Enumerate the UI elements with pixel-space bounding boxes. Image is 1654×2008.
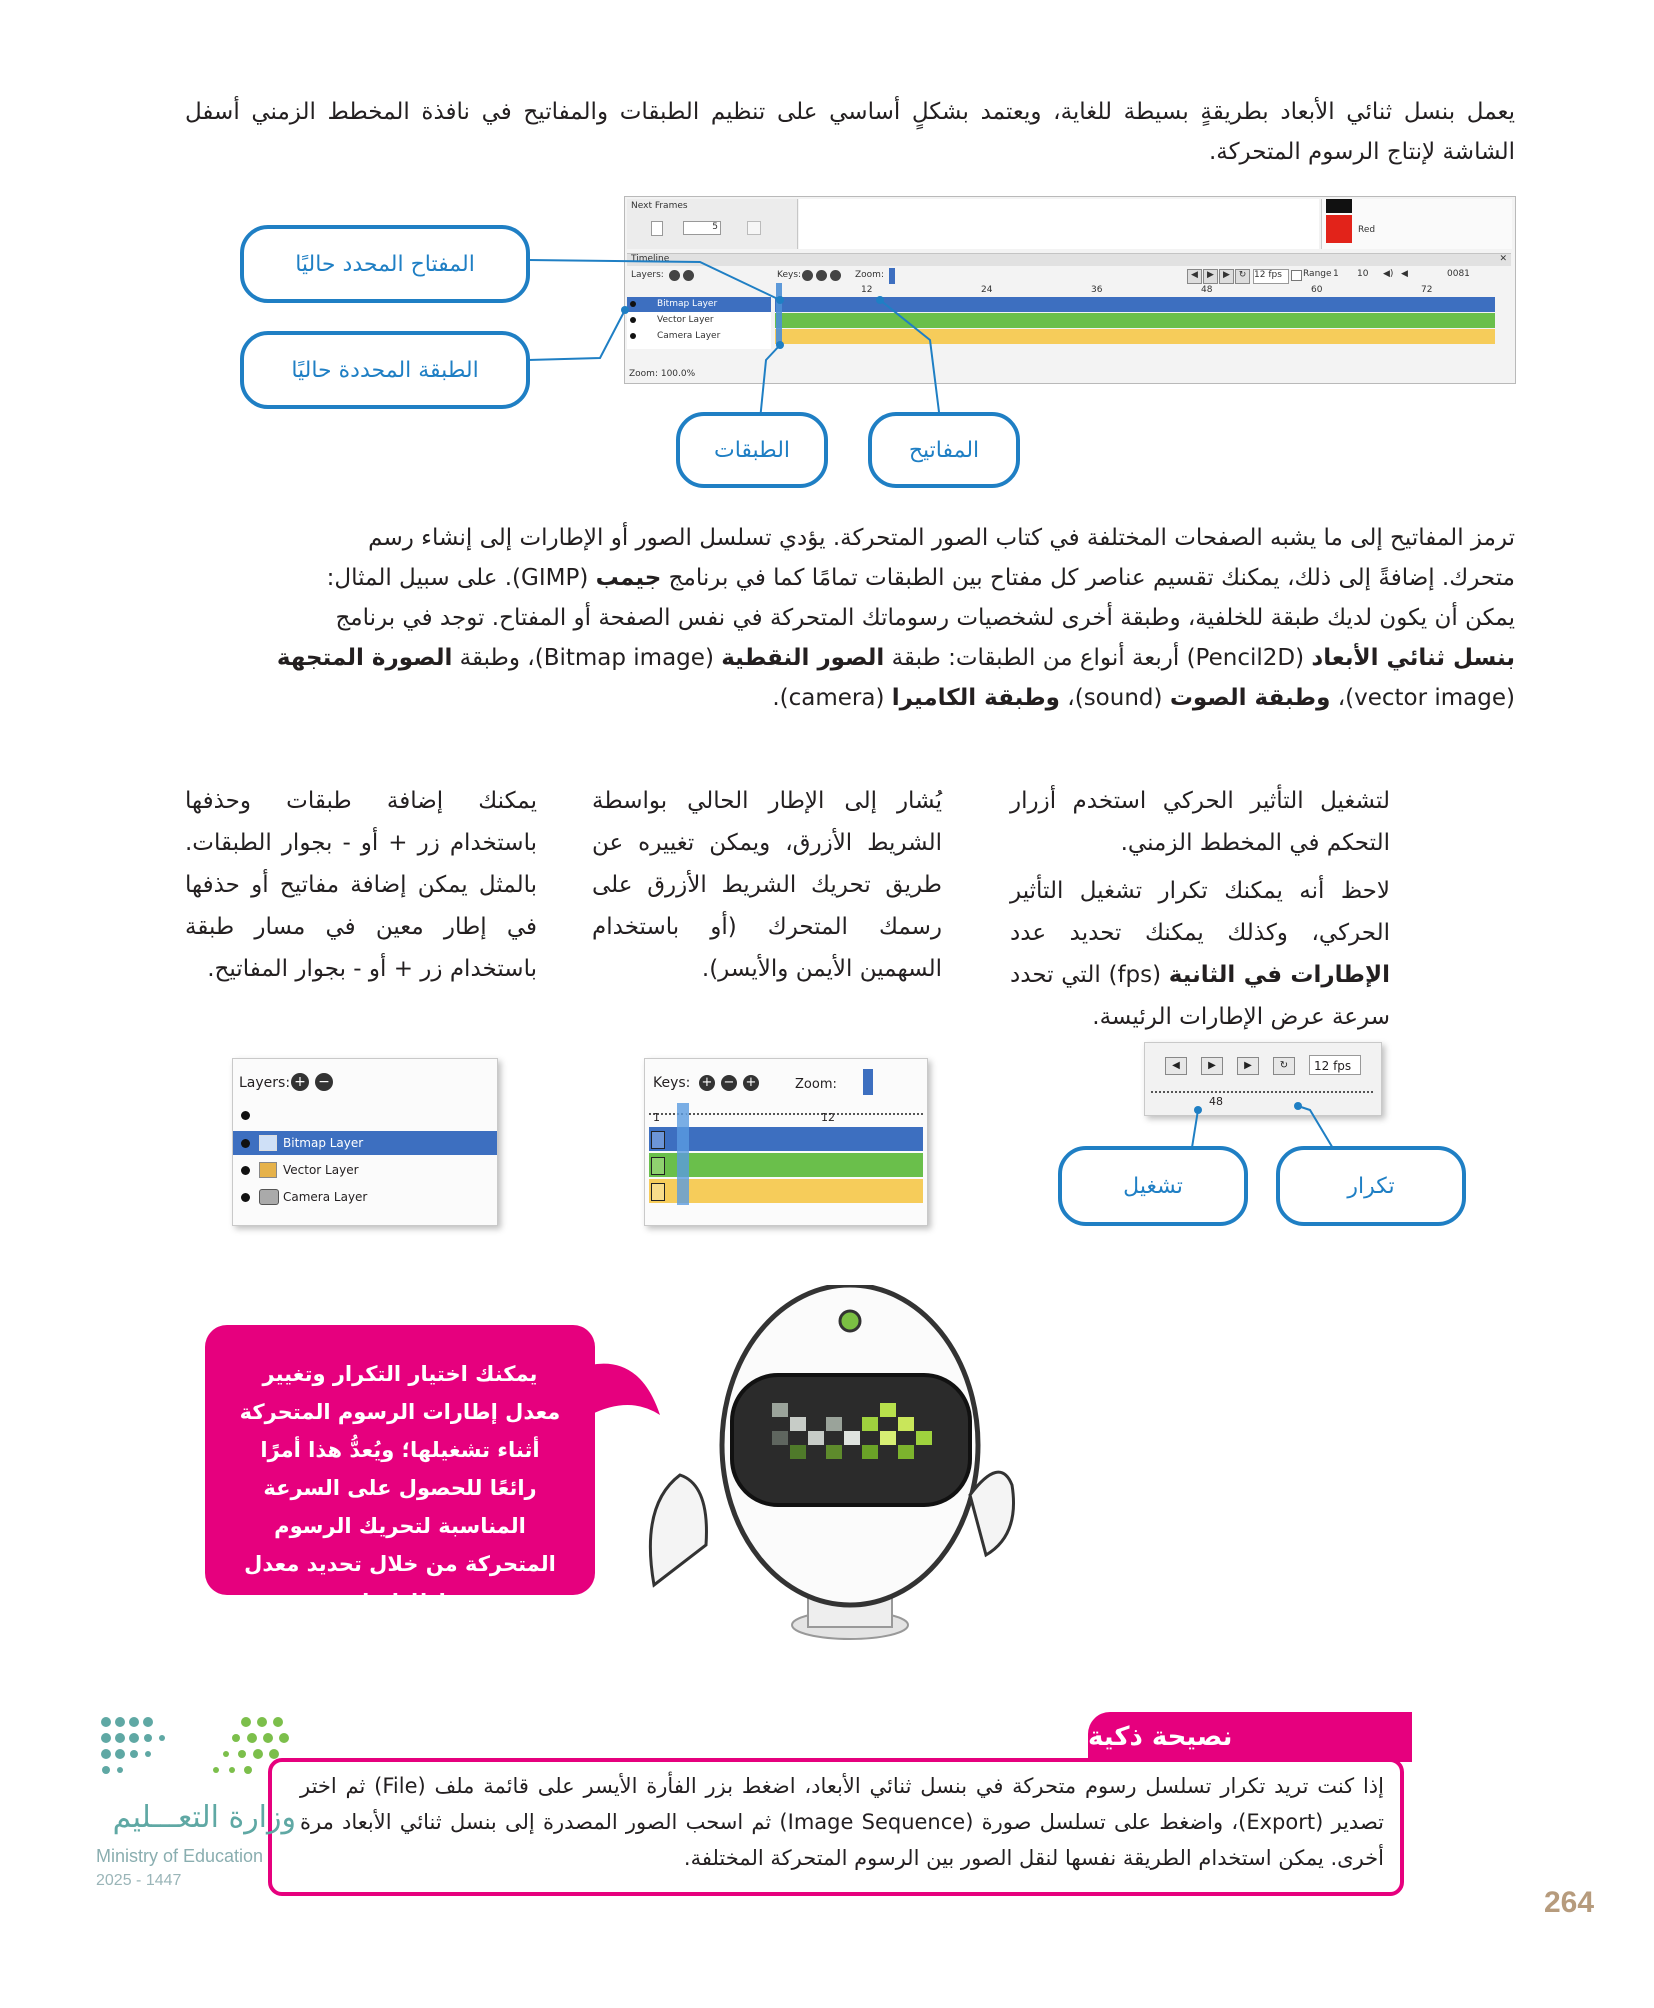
ruler-tick: 72: [1421, 285, 1433, 295]
page-number: 264: [1544, 1886, 1595, 1919]
track-vector[interactable]: [649, 1153, 923, 1177]
column-right-b: لاحظ أنه يمكنك تكرار تشغيل التأثير الحركي، وكذلك يمكنك تحديد عدد الإطارات في الثانية (fps) التي تحدد سرعة عرض الإطارات الرئيسة.: [1010, 878, 1390, 1030]
ruler-tick: 12: [861, 285, 873, 295]
play-icon[interactable]: ▶: [1201, 1057, 1223, 1075]
ministry-arabic-name: وزارة التعـــليم: [112, 1800, 296, 1835]
intro-paragraph: يعمل بنسل ثنائي الأبعاد بطريقةٍ بسيطة للغاية، ويعتمد بشكلٍ أساسي على تنظيم الطبقات والمفاتيح في نافذة المخطط الزمني أسفل الشاشة لإنتاج الرسوم المتحركة.: [185, 99, 1515, 165]
camera-layer-icon: [259, 1189, 279, 1205]
layer-name: Vector Layer: [283, 1163, 359, 1177]
layer-name: Bitmap Layer: [657, 299, 718, 309]
color-name: Red: [1358, 225, 1376, 235]
range-from[interactable]: 1: [1333, 269, 1339, 279]
remove-key-icon[interactable]: −: [721, 1075, 737, 1091]
callout-current-layer: الطبقة المحددة حاليًا: [240, 331, 530, 409]
column-left: يمكنك إضافة طبقات وحذفها باستخدام زر + أو - بجوار الطبقات. بالمثل يمكن إضافة مفاتيح أو حذفها في إطار معين في مسار طبقة باستخدام زر + أو - بجوار المفاتيح.: [185, 788, 537, 982]
visibility-dot[interactable]: [241, 1193, 250, 1202]
layer-name: Bitmap Layer: [283, 1136, 364, 1150]
zoom-status: Zoom: 100.0%: [629, 369, 696, 379]
loop-icon[interactable]: ↻: [1273, 1057, 1295, 1075]
ruler-tick: 36: [1091, 285, 1103, 295]
body-line-4: بنسل ثنائي الأبعاد (Pencil2D) أربعة أنواع من الطبقات: طبقة الصور النقطية (Bitmap image)، وطبقة الصورة المتجهة: [276, 645, 1515, 671]
vector-layer-icon: [259, 1162, 277, 1178]
keys-label: Keys:: [777, 270, 802, 280]
remove-layer-icon[interactable]: −: [315, 1073, 333, 1091]
layer-row-bitmap[interactable]: [233, 1131, 497, 1155]
sound-icon[interactable]: ◀): [1383, 269, 1394, 279]
keys-shot: [644, 1058, 928, 1226]
ruler-tick: 24: [981, 285, 993, 295]
body-line-3: يمكن أن يكون لديك طبقة للخلفية، وطبقة أخرى لشخصيات رسوماتك المتحركة في نفس الصفحة أو المفتاح. توجد في برنامج: [335, 605, 1515, 631]
column-right-a: لتشغيل التأثير الحركي استخدم أزرار التحكم في المخطط الزمني.: [1010, 788, 1390, 856]
keyframe-marker[interactable]: [651, 1157, 665, 1175]
robot-illustration: [640, 1285, 1020, 1645]
bubble-tail: [590, 1355, 670, 1445]
callout-layers: الطبقات: [676, 412, 828, 488]
ruler-tick: 48: [1209, 1095, 1223, 1108]
loop-icon[interactable]: ↻: [1235, 269, 1250, 284]
tip-title: نصيحة ذكية: [1088, 1712, 1412, 1762]
callout-play: تشغيل: [1058, 1146, 1248, 1226]
zoom-label: Zoom:: [855, 270, 884, 280]
range-to[interactable]: 10: [1357, 269, 1369, 279]
callout-current-key: المفتاح المحدد حاليًا: [240, 225, 530, 303]
layers-label: Layers:: [631, 270, 664, 280]
layer-name: Camera Layer: [657, 331, 721, 341]
visibility-dot[interactable]: [241, 1111, 250, 1120]
prev-frame-icon[interactable]: ◀: [1187, 269, 1202, 284]
ruler-tick: 60: [1311, 285, 1323, 295]
range-label: Range: [1303, 269, 1332, 279]
robot-speech-bubble: يمكنك اختيار التكرار وتغيير معدل إطارات الرسوم المتحركة أثناء تشغيلها؛ ويُعدُّ هذا أمرًا رائعًا للحصول على السرعة المناسبة لتحريك الرسوم المتحركة من خلال تحديد معدل إطاراتها.: [205, 1325, 595, 1595]
add-key-icon[interactable]: +: [699, 1075, 715, 1091]
tip-text: إذا كنت تريد تكرار تسلسل رسوم متحركة في بنسل ثنائي الأبعاد، اضغط بزر الفأرة الأيسر على قائمة ملف (File) ثم اختر تصدير (Export)، واضغط على تسلسل صورة (Image Sequence) ثم اسحب الصور المصدرة إلى بنسل ثنائي الأبعاد مرة أخرى. يمكن استخدام الطريقة نفسها لنقل الصور بين الرسوم المتحركة المختلفة.: [300, 1774, 1384, 1870]
body-line-5: (vector image)، وطبقة الصوت (sound)، وطبقة الكاميرا (camera).: [772, 685, 1515, 711]
keys-label: Keys:: [653, 1075, 691, 1091]
visibility-dot[interactable]: [241, 1139, 250, 1148]
column-right: [1010, 780, 1390, 1038]
body-line-1: ترمز المفاتيح إلى ما يشبه الصفحات المختلفة في كتاب الصور المتحركة. يؤدي تسلسل الصور أو الإطارات إلى إنشاء رسم: [368, 525, 1515, 551]
keyframe-marker[interactable]: [651, 1131, 665, 1149]
bitmap-layer-icon: [259, 1135, 277, 1151]
layers-label: Layers:: [239, 1075, 291, 1091]
play-icon[interactable]: ▶: [1203, 269, 1218, 284]
timeline-close-icon[interactable]: ✕: [1499, 254, 1507, 264]
zoom-label: Zoom:: [795, 1077, 837, 1092]
ministry-logo-dots: [96, 1712, 326, 1802]
ministry-years: 2025 - 1447: [96, 1872, 182, 1889]
layers-shot: [232, 1058, 498, 1226]
ruler-tick: 48: [1201, 285, 1213, 295]
prev-frame-icon[interactable]: ◀: [1165, 1057, 1187, 1075]
onion-frames-field[interactable]: 5: [683, 221, 721, 235]
duplicate-key-icon[interactable]: +: [743, 1075, 759, 1091]
body-paragraph: [185, 518, 1515, 718]
ruler-tick: 12: [821, 1111, 835, 1124]
keys-ruler: [649, 1103, 923, 1115]
callout-keys: المفاتيح: [868, 412, 1020, 488]
layer-row-vector[interactable]: [233, 1158, 497, 1182]
next-frame-icon[interactable]: ▶: [1219, 269, 1234, 284]
layer-name: Vector Layer: [657, 315, 714, 325]
add-layer-icon[interactable]: +: [291, 1073, 309, 1091]
mute-icon[interactable]: ◀: [1401, 269, 1408, 279]
fps-field[interactable]: 12 fps: [1309, 1055, 1361, 1075]
track-bitmap[interactable]: [649, 1127, 923, 1151]
timeline-title: Timeline: [631, 254, 670, 264]
keyframe-marker[interactable]: [651, 1183, 665, 1201]
column-middle: يُشار إلى الإطار الحالي بواسطة الشريط الأزرق، ويمكن تغييره عن طريق تحريك الشريط الأزرق على رسمك المتحرك (أو باستخدام السهمين الأيمن والأيسر).: [592, 788, 942, 982]
callout-loop: تكرار: [1276, 1146, 1466, 1226]
ruler-tick: 1: [653, 1111, 660, 1124]
fps-field[interactable]: 12 fps: [1253, 269, 1289, 284]
current-frame-bar[interactable]: [677, 1103, 689, 1205]
layer-row-camera[interactable]: [233, 1185, 497, 1209]
ministry-english-name: Ministry of Education: [96, 1846, 264, 1866]
frame-counter: 0081: [1447, 269, 1470, 279]
layer-name: Camera Layer: [283, 1190, 368, 1204]
body-line-2: متحرك. إضافةً إلى ذلك، يمكنك تقسيم عناصر كل مفتاح بين الطبقات تمامًا كما في برنامج جيمب (GIMP). على سبيل المثال:: [326, 565, 1515, 591]
zoom-slider[interactable]: [863, 1069, 873, 1095]
next-frame-icon[interactable]: ▶: [1237, 1057, 1259, 1075]
visibility-dot[interactable]: [241, 1166, 250, 1175]
track-camera[interactable]: [649, 1179, 923, 1203]
onion-label: Next Frames: [631, 201, 688, 211]
